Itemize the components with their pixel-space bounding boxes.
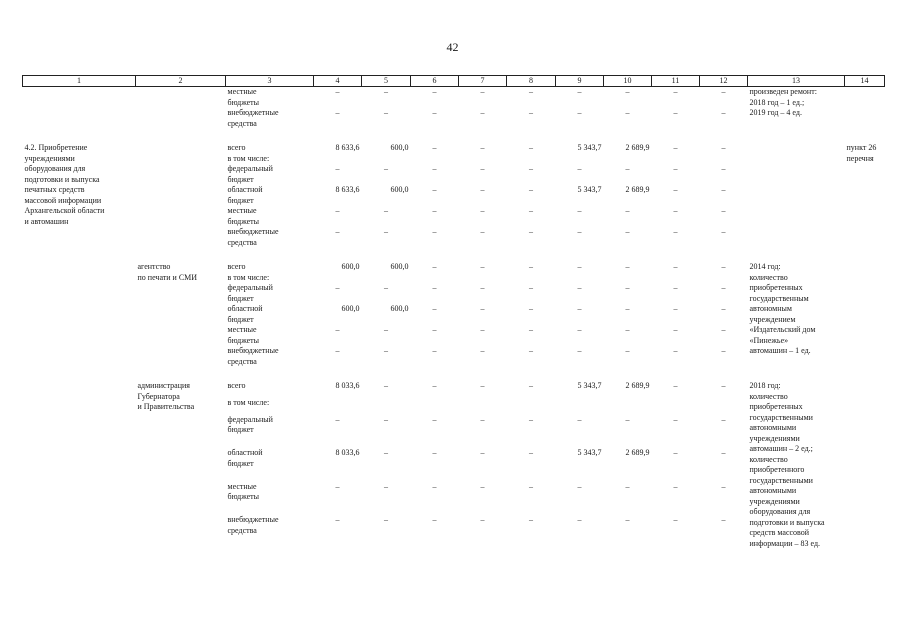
executor-cell: агентство по печати и СМИ bbox=[137, 262, 198, 282]
value-cell-col4: – bbox=[335, 227, 340, 236]
value-cell-col4: 8 633,6 bbox=[335, 185, 360, 194]
header-row bbox=[23, 76, 885, 87]
value-cell-col6: – bbox=[432, 481, 437, 491]
value-cell-col12: – bbox=[721, 164, 726, 173]
value-cell-col4: 8 633,6 bbox=[335, 143, 360, 152]
value-cell-col5: – bbox=[384, 515, 388, 525]
value-cell-col12 bbox=[700, 398, 748, 415]
funding-source-cell: местные бюджеты bbox=[227, 206, 260, 226]
reference-cell bbox=[845, 262, 885, 367]
value-cell-col4: 600,0 bbox=[341, 304, 360, 313]
value-cell-col4 bbox=[314, 273, 362, 284]
executor-cell: администрация Губернатора и Правительства bbox=[137, 381, 195, 411]
value-cell-col11: – bbox=[673, 448, 678, 458]
funding-source-cell: федеральный бюджет bbox=[227, 164, 273, 184]
value-cell-col11: – bbox=[673, 283, 678, 292]
value-cell-col12: – bbox=[721, 304, 726, 313]
value-cell-col11: – bbox=[673, 227, 678, 236]
measure-name-cell bbox=[23, 381, 136, 549]
header-cell-10: 10 bbox=[604, 76, 652, 87]
funding-source-cell: внебюджетные средства bbox=[227, 515, 279, 535]
value-cell-col6: – bbox=[432, 206, 437, 215]
value-cell-col10: 2 689,9 bbox=[625, 143, 650, 152]
value-cell-col8: – bbox=[529, 515, 533, 525]
value-cell-col10: 2 689,9 bbox=[625, 381, 650, 390]
header-cell-4: 4 bbox=[314, 76, 362, 87]
value-cell-col10 bbox=[604, 273, 652, 284]
table-row bbox=[23, 87, 885, 109]
value-cell-col6: – bbox=[432, 448, 437, 458]
value-cell-col8 bbox=[507, 273, 556, 284]
value-cell-col7: – bbox=[480, 481, 485, 491]
value-cell-col11: – bbox=[673, 206, 678, 215]
value-cell-col4: – bbox=[335, 481, 340, 491]
value-cell-col8: – bbox=[529, 185, 533, 194]
value-cell-col11: – bbox=[673, 108, 678, 117]
value-cell-col11: – bbox=[673, 481, 678, 491]
value-cell-col9: 5 343,7 bbox=[577, 448, 602, 458]
value-cell-col5: – bbox=[384, 87, 388, 96]
value-cell-col12 bbox=[700, 273, 748, 284]
value-cell-col8 bbox=[507, 398, 556, 415]
value-cell-col12: – bbox=[721, 262, 726, 271]
value-cell-col9: – bbox=[577, 325, 582, 334]
executor-cell bbox=[136, 143, 226, 248]
value-cell-col4 bbox=[314, 154, 362, 165]
value-cell-col12: – bbox=[721, 108, 726, 117]
value-cell-col11: – bbox=[673, 185, 678, 194]
value-cell-col6: – bbox=[432, 185, 437, 194]
value-cell-col8: – bbox=[529, 325, 533, 334]
value-cell-col12: – bbox=[721, 185, 726, 194]
value-cell-col9: – bbox=[577, 164, 582, 173]
table-row bbox=[23, 262, 885, 273]
value-cell-col7: – bbox=[480, 448, 485, 458]
value-cell-col9: – bbox=[577, 283, 582, 292]
value-cell-col9 bbox=[556, 273, 604, 284]
value-cell-col4: – bbox=[335, 414, 340, 424]
value-cell-col8 bbox=[507, 154, 556, 165]
value-cell-col7: – bbox=[480, 381, 485, 390]
value-cell-col6: – bbox=[432, 227, 437, 236]
funding-source-cell: в том числе: bbox=[227, 272, 270, 282]
value-cell-col12: – bbox=[721, 87, 726, 96]
value-cell-col9: – bbox=[577, 206, 582, 215]
funding-source-cell: федеральный бюджет bbox=[227, 283, 273, 303]
value-cell-col9 bbox=[556, 398, 604, 415]
value-cell-col10: – bbox=[625, 346, 630, 355]
value-cell-col11: – bbox=[673, 304, 678, 313]
value-cell-col10: 2 689,9 bbox=[625, 448, 650, 458]
value-cell-col5 bbox=[362, 273, 411, 284]
value-cell-col10 bbox=[604, 398, 652, 415]
table-row bbox=[23, 143, 885, 154]
value-cell-col6: – bbox=[432, 87, 437, 96]
value-cell-col8: – bbox=[529, 164, 533, 173]
reference-cell bbox=[845, 87, 885, 130]
value-cell-col11: – bbox=[673, 87, 678, 96]
funding-source-cell: в том числе: bbox=[227, 397, 270, 407]
funding-source-cell: внебюджетные средства bbox=[227, 108, 279, 128]
value-cell-col4: – bbox=[335, 346, 340, 355]
value-cell-col5: – bbox=[384, 448, 388, 458]
value-cell-col9: 5 343,7 bbox=[577, 143, 602, 152]
value-cell-col7 bbox=[459, 273, 507, 284]
value-cell-col6 bbox=[411, 398, 459, 415]
indicator-note-cell: произведен ремонт: 2018 год – 1 ед.; 2019 год – 4 ед. bbox=[749, 87, 817, 117]
value-cell-col10: 2 689,9 bbox=[625, 185, 650, 194]
value-cell-col4: – bbox=[335, 87, 340, 96]
value-cell-col11: – bbox=[673, 143, 678, 152]
value-cell-col5: 600,0 bbox=[390, 304, 409, 313]
value-cell-col7: – bbox=[480, 414, 485, 424]
header-cell-13: 13 bbox=[748, 76, 845, 87]
header-cell-11: 11 bbox=[652, 76, 700, 87]
block-gap bbox=[23, 248, 885, 262]
value-cell-col6: – bbox=[432, 283, 437, 292]
value-cell-col7: – bbox=[480, 206, 485, 215]
funding-source-cell: всего bbox=[227, 262, 246, 271]
measure-name-cell bbox=[23, 262, 136, 367]
value-cell-col5: – bbox=[384, 164, 388, 173]
value-cell-col8: – bbox=[529, 346, 533, 355]
value-cell-col9: 5 343,7 bbox=[577, 381, 602, 390]
value-cell-col12: – bbox=[721, 325, 726, 334]
value-cell-col12: – bbox=[721, 206, 726, 215]
value-cell-col8: – bbox=[529, 87, 533, 96]
funding-source-cell: внебюджетные средства bbox=[227, 227, 279, 247]
value-cell-col8: – bbox=[529, 481, 533, 491]
value-cell-col5: 600,0 bbox=[390, 143, 409, 152]
value-cell-col8: – bbox=[529, 227, 533, 236]
value-cell-col5: – bbox=[384, 346, 388, 355]
indicator-note-cell: 2018 год: количество приобретенных государственными автономными учреждениями автомашин – 2 ед.; количество приобретенного государственными автономными учреждениями оборудования для подготовки и выпуска средств массовой информации – 83 ед. bbox=[749, 381, 825, 548]
value-cell-col8: – bbox=[529, 381, 533, 390]
value-cell-col8: – bbox=[529, 283, 533, 292]
value-cell-col5: – bbox=[384, 108, 388, 117]
value-cell-col8: – bbox=[529, 448, 533, 458]
value-cell-col5: – bbox=[384, 206, 388, 215]
value-cell-col12: – bbox=[721, 346, 726, 355]
value-cell-col6: – bbox=[432, 143, 437, 152]
value-cell-col4: – bbox=[335, 108, 340, 117]
budget-table bbox=[22, 75, 885, 549]
value-cell-col11 bbox=[652, 154, 700, 165]
value-cell-col11: – bbox=[673, 515, 678, 525]
value-cell-col9: – bbox=[577, 304, 582, 313]
value-cell-col7: – bbox=[480, 143, 485, 152]
value-cell-col6: – bbox=[432, 381, 437, 390]
value-cell-col6: – bbox=[432, 304, 437, 313]
value-cell-col10: – bbox=[625, 164, 630, 173]
indicator-note-cell: 2014 год: количество приобретенных государственным автономным учреждением «Издательский дом «Пинежье» автомашин – 1 ед. bbox=[749, 262, 816, 355]
funding-source-cell: внебюджетные средства bbox=[227, 346, 279, 366]
indicator-note-cell bbox=[748, 143, 845, 248]
value-cell-col9: – bbox=[577, 227, 582, 236]
value-cell-col8: – bbox=[529, 304, 533, 313]
value-cell-col10: – bbox=[625, 515, 630, 525]
value-cell-col5: – bbox=[384, 381, 388, 390]
value-cell-col12: – bbox=[721, 227, 726, 236]
value-cell-col11: – bbox=[673, 262, 678, 271]
value-cell-col6 bbox=[411, 154, 459, 165]
executor-cell bbox=[136, 87, 226, 130]
header-cell-7: 7 bbox=[459, 76, 507, 87]
gap-cell bbox=[23, 367, 885, 381]
funding-source-cell: местные бюджеты bbox=[227, 325, 260, 345]
value-cell-col10: – bbox=[625, 414, 630, 424]
value-cell-col10: – bbox=[625, 283, 630, 292]
value-cell-col7 bbox=[459, 154, 507, 165]
value-cell-col5 bbox=[362, 398, 411, 415]
value-cell-col12 bbox=[700, 154, 748, 165]
value-cell-col6 bbox=[411, 273, 459, 284]
value-cell-col7: – bbox=[480, 325, 485, 334]
value-cell-col12: – bbox=[721, 448, 726, 458]
value-cell-col9: – bbox=[577, 262, 582, 271]
value-cell-col4: – bbox=[335, 325, 340, 334]
value-cell-col8: – bbox=[529, 262, 533, 271]
funding-source-cell: областной бюджет bbox=[227, 304, 263, 324]
value-cell-col6: – bbox=[432, 325, 437, 334]
value-cell-col11: – bbox=[673, 325, 678, 334]
value-cell-col10: – bbox=[625, 87, 630, 96]
value-cell-col7: – bbox=[480, 164, 485, 173]
value-cell-col8: – bbox=[529, 143, 533, 152]
value-cell-col6: – bbox=[432, 262, 437, 271]
value-cell-col9: – bbox=[577, 481, 582, 491]
header-cell-8: 8 bbox=[507, 76, 556, 87]
value-cell-col10: – bbox=[625, 108, 630, 117]
value-cell-col5: – bbox=[384, 481, 388, 491]
block-gap bbox=[23, 367, 885, 381]
reference-cell: пункт 26 перечня bbox=[846, 143, 877, 163]
value-cell-col8: – bbox=[529, 414, 533, 424]
value-cell-col5: – bbox=[384, 325, 388, 334]
value-cell-col5: 600,0 bbox=[390, 262, 409, 271]
funding-source-cell: областной бюджет bbox=[227, 448, 263, 468]
value-cell-col11: – bbox=[673, 346, 678, 355]
value-cell-col4: 8 033,6 bbox=[335, 381, 360, 390]
header-cell-5: 5 bbox=[362, 76, 411, 87]
value-cell-col11 bbox=[652, 273, 700, 284]
value-cell-col6: – bbox=[432, 164, 437, 173]
funding-source-cell: в том числе: bbox=[227, 153, 270, 163]
funding-source-cell: федеральный бюджет bbox=[227, 414, 273, 435]
value-cell-col8: – bbox=[529, 108, 533, 117]
value-cell-col7: – bbox=[480, 185, 485, 194]
value-cell-col4: 600,0 bbox=[341, 262, 360, 271]
value-cell-col8: – bbox=[529, 206, 533, 215]
header-cell-1: 1 bbox=[23, 76, 136, 87]
value-cell-col10: – bbox=[625, 206, 630, 215]
value-cell-col4: – bbox=[335, 206, 340, 215]
value-cell-col5: 600,0 bbox=[390, 185, 409, 194]
measure-name-cell: 4.2. Приобретение учреждениями оборудования для подготовки и выпуска печатных средств массовой информации Архангельской области и автомашин bbox=[24, 143, 105, 226]
value-cell-col9 bbox=[556, 154, 604, 165]
value-cell-col9: – bbox=[577, 515, 582, 525]
value-cell-col7: – bbox=[480, 515, 485, 525]
header-cell-2: 2 bbox=[136, 76, 226, 87]
value-cell-col4: – bbox=[335, 164, 340, 173]
value-cell-col7: – bbox=[480, 108, 485, 117]
value-cell-col10: – bbox=[625, 227, 630, 236]
value-cell-col12: – bbox=[721, 283, 726, 292]
value-cell-col6: – bbox=[432, 414, 437, 424]
value-cell-col12: – bbox=[721, 143, 726, 152]
value-cell-col7: – bbox=[480, 227, 485, 236]
value-cell-col9: 5 343,7 bbox=[577, 185, 602, 194]
header-cell-12: 12 bbox=[700, 76, 748, 87]
value-cell-col7: – bbox=[480, 283, 485, 292]
value-cell-col6: – bbox=[432, 515, 437, 525]
value-cell-col4 bbox=[314, 398, 362, 415]
value-cell-col10: – bbox=[625, 304, 630, 313]
value-cell-col5 bbox=[362, 154, 411, 165]
value-cell-col9: – bbox=[577, 87, 582, 96]
value-cell-col12: – bbox=[721, 381, 726, 390]
value-cell-col10: – bbox=[625, 262, 630, 271]
header-cell-6: 6 bbox=[411, 76, 459, 87]
value-cell-col4: 8 033,6 bbox=[335, 448, 360, 458]
value-cell-col11: – bbox=[673, 164, 678, 173]
value-cell-col5: – bbox=[384, 414, 388, 424]
value-cell-col10: – bbox=[625, 325, 630, 334]
value-cell-col7: – bbox=[480, 262, 485, 271]
value-cell-col10 bbox=[604, 154, 652, 165]
value-cell-col12: – bbox=[721, 414, 726, 424]
value-cell-col12: – bbox=[721, 515, 726, 525]
value-cell-col9: – bbox=[577, 414, 582, 424]
value-cell-col6: – bbox=[432, 346, 437, 355]
header-cell-14: 14 bbox=[845, 76, 885, 87]
value-cell-col7: – bbox=[480, 87, 485, 96]
value-cell-col4: – bbox=[335, 283, 340, 292]
page-number: 42 bbox=[446, 40, 459, 54]
value-cell-col11: – bbox=[673, 381, 678, 390]
value-cell-col11: – bbox=[673, 414, 678, 424]
value-cell-col6: – bbox=[432, 108, 437, 117]
header-cell-9: 9 bbox=[556, 76, 604, 87]
header-cell-3: 3 bbox=[226, 76, 314, 87]
value-cell-col7: – bbox=[480, 304, 485, 313]
funding-source-cell: областной бюджет bbox=[227, 185, 263, 205]
value-cell-col10: – bbox=[625, 481, 630, 491]
value-cell-col4: – bbox=[335, 515, 340, 525]
gap-cell bbox=[23, 248, 885, 262]
funding-source-cell: всего bbox=[227, 143, 246, 152]
funding-source-cell: местные бюджеты bbox=[227, 87, 260, 107]
gap-cell bbox=[23, 129, 885, 143]
value-cell-col7: – bbox=[480, 346, 485, 355]
measure-name-cell bbox=[23, 87, 136, 130]
value-cell-col9: – bbox=[577, 108, 582, 117]
block-gap bbox=[23, 129, 885, 143]
value-cell-col12: – bbox=[721, 481, 726, 491]
funding-source-cell: всего bbox=[227, 381, 246, 390]
value-cell-col11 bbox=[652, 398, 700, 415]
value-cell-col9: – bbox=[577, 346, 582, 355]
funding-source-cell: местные бюджеты bbox=[227, 481, 260, 502]
reference-cell bbox=[845, 381, 885, 549]
table-row bbox=[23, 381, 885, 398]
value-cell-col5: – bbox=[384, 227, 388, 236]
value-cell-col7 bbox=[459, 398, 507, 415]
value-cell-col5: – bbox=[384, 283, 388, 292]
